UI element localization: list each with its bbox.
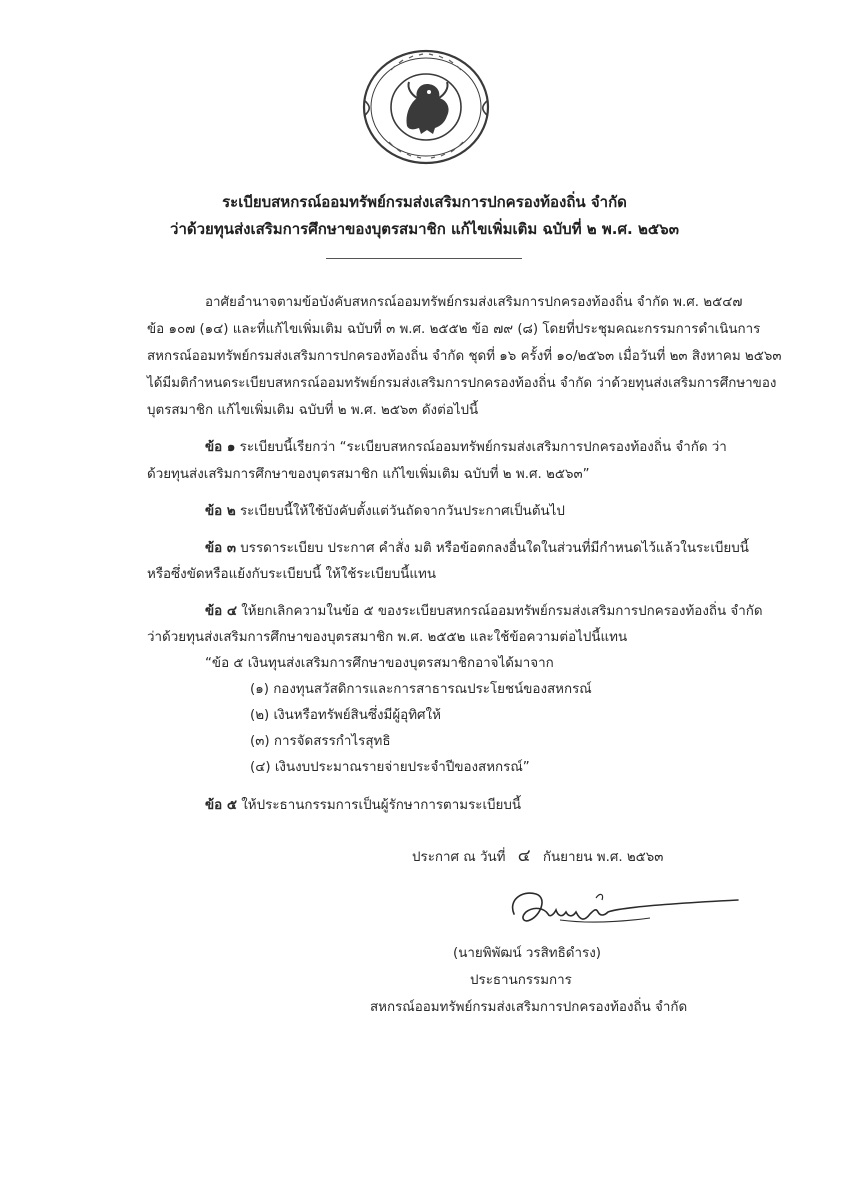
announcement-day: ๔ xyxy=(517,846,531,866)
clause-text: ระเบียบนี้เรียกว่า “ระเบียบสหกรณ์ออมทรัพย์กรมส่งเสริมการปกครองท้องถิ่น จำกัด ว่า xyxy=(239,440,727,455)
clause-text: ให้ยกเลิกความในข้อ ๕ ของระเบียบสหกรณ์ออมทรัพย์กรมส่งเสริมการปกครองท้องถิ่น จำกัด xyxy=(241,604,763,619)
handwritten-signature-icon xyxy=(500,880,750,940)
clause-label: ข้อ ๑ xyxy=(205,440,236,455)
title-divider xyxy=(326,258,522,259)
document-title-line2: ว่าด้วยทุนส่งเสริมการศึกษาของบุตรสมาชิก แก้ไขเพิ่มเติม ฉบับที่ ๒ พ.ศ. ๒๕๖๓ xyxy=(170,220,679,238)
signatory-organization: สหกรณ์ออมทรัพย์กรมส่งเสริมการปกครองท้องถิ่น จำกัด xyxy=(370,1000,688,1015)
clause-4-quote-intro: “ข้อ ๕ เงินทุนส่งเสริมการศึกษาของบุตรสมาชิกอาจได้มาจาก xyxy=(205,656,554,671)
clause-1 xyxy=(205,436,727,457)
clause-3-line2: หรือซึ่งขัดหรือแย้งกับระเบียบนี้ ให้ใช้ระเบียบนี้แทน xyxy=(147,567,437,582)
signatory-position: ประธานกรรมการ xyxy=(470,973,572,988)
clause-label: ข้อ ๕ xyxy=(205,798,237,813)
preamble-line: สหกรณ์ออมทรัพย์กรมส่งเสริมการปกครองท้องถิ่น จำกัด ชุดที่ ๑๖ ครั้งที่ ๑๐/๒๕๖๓ เมื่อวันที่ ๒๓ สิงหาคม ๒๕๖๓ xyxy=(147,349,782,364)
clause-4-line2: ว่าด้วยทุนส่งเสริมการศึกษาของบุตรสมาชิก พ.ศ. ๒๕๕๒ และใช้ข้อความต่อไปนี้แทน xyxy=(147,630,628,645)
funding-source-item: (๒) เงินหรือทรัพย์สินซึ่งมีผู้อุทิศให้ xyxy=(250,708,441,723)
clause-1-line2: ด้วยทุนส่งเสริมการศึกษาของบุตรสมาชิก แก้ไขเพิ่มเติม ฉบับที่ ๒ พ.ศ. ๒๕๖๓” xyxy=(147,467,590,482)
cooperative-seal-icon xyxy=(361,48,491,166)
clause-3 xyxy=(205,537,749,558)
announcement-prefix: ประกาศ ณ วันที่ xyxy=(412,850,506,865)
announcement-month-year: กันยายน พ.ศ. ๒๕๖๓ xyxy=(542,850,664,865)
document-title-line1: ระเบียบสหกรณ์ออมทรัพย์กรมส่งเสริมการปกครองท้องถิ่น จำกัด xyxy=(222,193,627,211)
preamble-line: ได้มีมติกำหนดระเบียบสหกรณ์ออมทรัพย์กรมส่งเสริมการปกครองท้องถิ่น จำกัด ว่าด้วยทุนส่งเสริมการศึกษาของ xyxy=(147,376,777,391)
clause-label: ข้อ ๔ xyxy=(205,604,237,619)
preamble-line: ข้อ ๑๐๗ (๑๔) และที่แก้ไขเพิ่มเติม ฉบับที่ ๓ พ.ศ. ๒๕๕๒ ข้อ ๗๙ (๘) โดยที่ประชุมคณะกรรมการดำเนินการ xyxy=(147,322,761,337)
funding-source-item: (๑) กองทุนสวัสดิการและการสาธารณประโยชน์ของสหกรณ์ xyxy=(250,682,592,697)
preamble-line: อาศัยอำนาจตามข้อบังคับสหกรณ์ออมทรัพย์กรมส่งเสริมการปกครองท้องถิ่น จำกัด พ.ศ. ๒๕๔๗ xyxy=(205,295,743,310)
funding-source-item: (๔) เงินงบประมาณรายจ่ายประจำปีของสหกรณ์” xyxy=(250,760,530,775)
clause-label: ข้อ ๒ xyxy=(205,504,236,519)
clause-text: บรรดาระเบียบ ประกาศ คำสั่ง มติ หรือข้อตกลงอื่นใดในส่วนที่มีกำหนดไว้แล้วในระเบียบนี้ xyxy=(240,541,749,556)
clause-label: ข้อ ๓ xyxy=(205,541,237,556)
clause-4 xyxy=(205,600,763,621)
clause-5 xyxy=(205,794,521,815)
clause-text: ระเบียบนี้ให้ใช้บังคับตั้งแต่วันถัดจากวันประกาศเป็นต้นไป xyxy=(239,504,565,519)
clause-text: ให้ประธานกรรมการเป็นผู้รักษาการตามระเบียบนี้ xyxy=(241,798,522,813)
clause-2 xyxy=(205,500,565,521)
announcement-date xyxy=(412,842,663,869)
signatory-name: (นายพิพัฒน์ วรสิทธิดำรง) xyxy=(453,946,601,961)
preamble-line: บุตรสมาชิก แก้ไขเพิ่มเติม ฉบับที่ ๒ พ.ศ. ๒๕๖๓ ดังต่อไปนี้ xyxy=(147,403,479,418)
funding-source-item: (๓) การจัดสรรกำไรสุทธิ xyxy=(250,734,391,749)
